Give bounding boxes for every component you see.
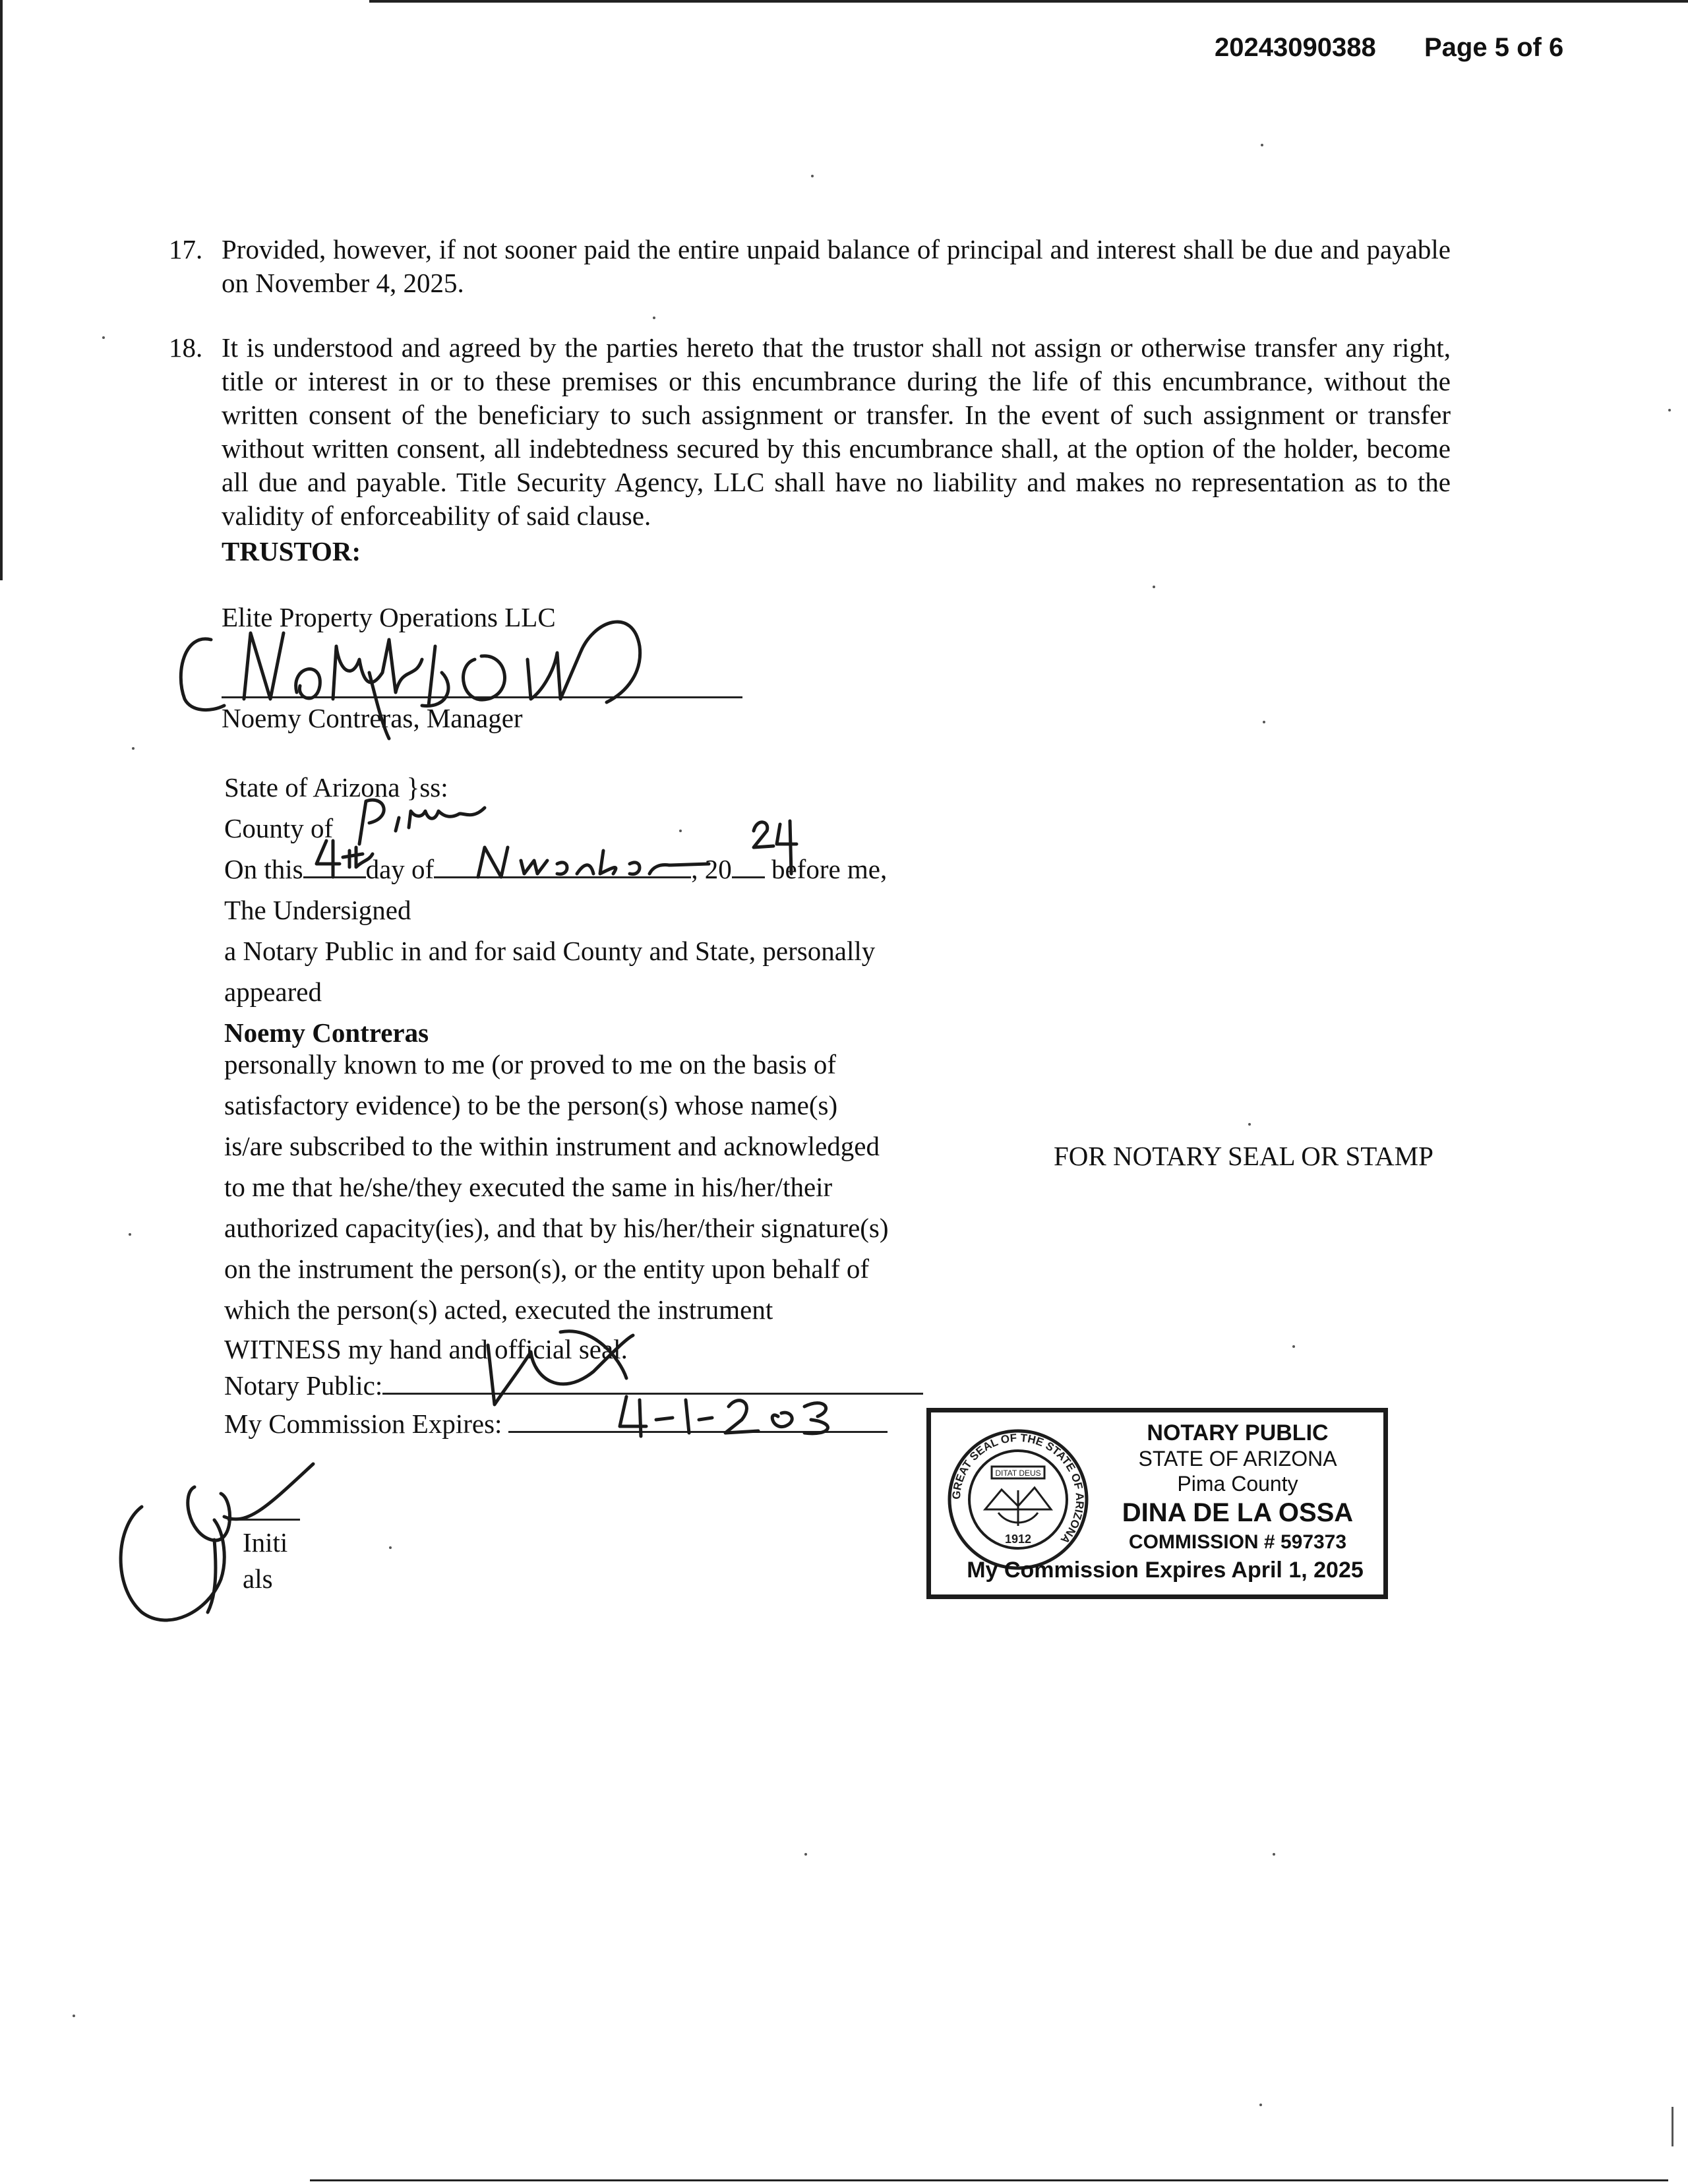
stamp-line-expires: My Commission Expires April 1, 2025 [967,1558,1364,1583]
trustor-heading: TRUSTOR: [222,536,361,566]
scan-speck [1668,409,1671,411]
state-line: State of Arizona }ss: [224,772,448,803]
ack-line-5: authorized capacity(ies), and that by his/her/their signature(s) [224,1213,889,1243]
clause-text: Provided, however, if not sooner paid the entire unpaid balance of principal and interest shall be due and payable on November 4, 2025. [222,234,1451,298]
bottom-border-line [310,2179,1668,2181]
initials-handwritten [115,1454,326,1632]
scan-speck [653,317,655,319]
scan-speck [102,336,105,339]
seal-ring-text: GREAT SEAL OF THE STATE OF ARIZONA [950,1431,1087,1546]
stamp-line-name: DINA DE LA OSSA [1122,1498,1354,1527]
commission-label: My Commission Expires: [224,1409,502,1439]
witness-line: WITNESS my hand and official seal. [224,1334,628,1364]
month-handwritten [471,837,722,887]
seal-motto: DITAT DEUS [995,1469,1041,1478]
page-indicator: Page 5 of 6 [1424,33,1564,62]
trustor-signer: Noemy Contreras, Manager [222,703,523,733]
document-number: 20243090388 [1215,33,1376,62]
scan-speck [1292,1345,1295,1348]
ack-line-2: satisfactory evidence) to be the person(s) whose name(s) [224,1090,838,1120]
scan-speck [1263,721,1265,723]
left-scan-edge [0,0,3,580]
stamp-line-county: Pima County [1177,1472,1298,1496]
scan-speck [679,830,682,832]
scan-speck [132,747,135,750]
scan-speck [129,1233,131,1236]
scan-speck [811,175,814,177]
scan-speck [73,2015,75,2017]
year-handwritten [750,814,803,880]
county-label: County of [224,813,334,843]
scan-speck [804,1853,807,1856]
ack-line-7: which the person(s) acted, executed the instrument [224,1294,773,1325]
initials-label-1: Initi [243,1527,288,1558]
stamp-line-commission: COMMISSION # 597373 [1128,1531,1347,1553]
notary-stamp [926,1408,1388,1599]
appeared-name: Noemy Contreras [224,1017,429,1048]
stamp-line-state: STATE OF ARIZONA [1138,1447,1337,1471]
day-of-label: day of [365,854,435,884]
clause-number: 18. [169,332,203,363]
scan-speck [1259,2104,1262,2106]
day-handwritten [310,834,382,884]
notary-public-line-1: a Notary Public in and for said County and State, personally [224,936,876,966]
notary-seal-placeholder: FOR NOTARY SEAL OR STAMP [1054,1141,1433,1171]
stamp-line-notary-public: NOTARY PUBLIC [1147,1420,1329,1445]
clause-text: It is understood and agreed by the parties hereto that the trustor shall not assign or otherwise transfer any right, title or interest in or to these premises or this encumbrance during the life of this encumbrance, without the written consent of the beneficiary to such assignment or transfer. In the event of such assignment or transfer without written consent, all indebtedness secured by this encumbrance shall, at the option of the holder, become all due and payable. Title Security Agency, LLC shall have no liability and makes no representation as to the validity of enforceability of said clause. [222,332,1451,531]
commission-handwritten [607,1390,851,1443]
on-this-label: On this [224,854,303,884]
ack-line-6: on the instrument the person(s), or the entity upon behalf of [224,1254,870,1284]
undersigned: The Undersigned [224,895,411,925]
notary-public-line-2: appeared [224,977,322,1007]
ack-line-4: to me that he/she/they executed the same in his/her/their [224,1172,833,1202]
scan-edge-mark [1672,2107,1673,2146]
scan-speck [1153,586,1155,588]
ack-line-1: personally known to me (or proved to me on the basis of [224,1049,837,1079]
trustor-entity: Elite Property Operations LLC [222,602,556,632]
scan-speck [389,1546,392,1549]
top-border-line [369,0,1688,3]
clause-18 [171,331,1451,533]
clause-17 [171,233,1451,300]
year-prefix: , 20 [691,854,732,884]
initials-label-2: als [243,1563,273,1594]
before-me-label: before me, [771,854,888,884]
scan-speck [1273,1853,1275,1856]
notary-public-label: Notary Public: [224,1370,383,1401]
clause-number: 17. [169,234,203,264]
scan-speck [1261,144,1263,146]
ack-line-3: is/are subscribed to the within instrument and acknowledged [224,1131,880,1161]
arizona-state-seal [946,1427,1091,1572]
scan-speck [1248,1123,1251,1126]
seal-year: 1912 [1004,1532,1032,1546]
trustor-signature [171,593,699,745]
